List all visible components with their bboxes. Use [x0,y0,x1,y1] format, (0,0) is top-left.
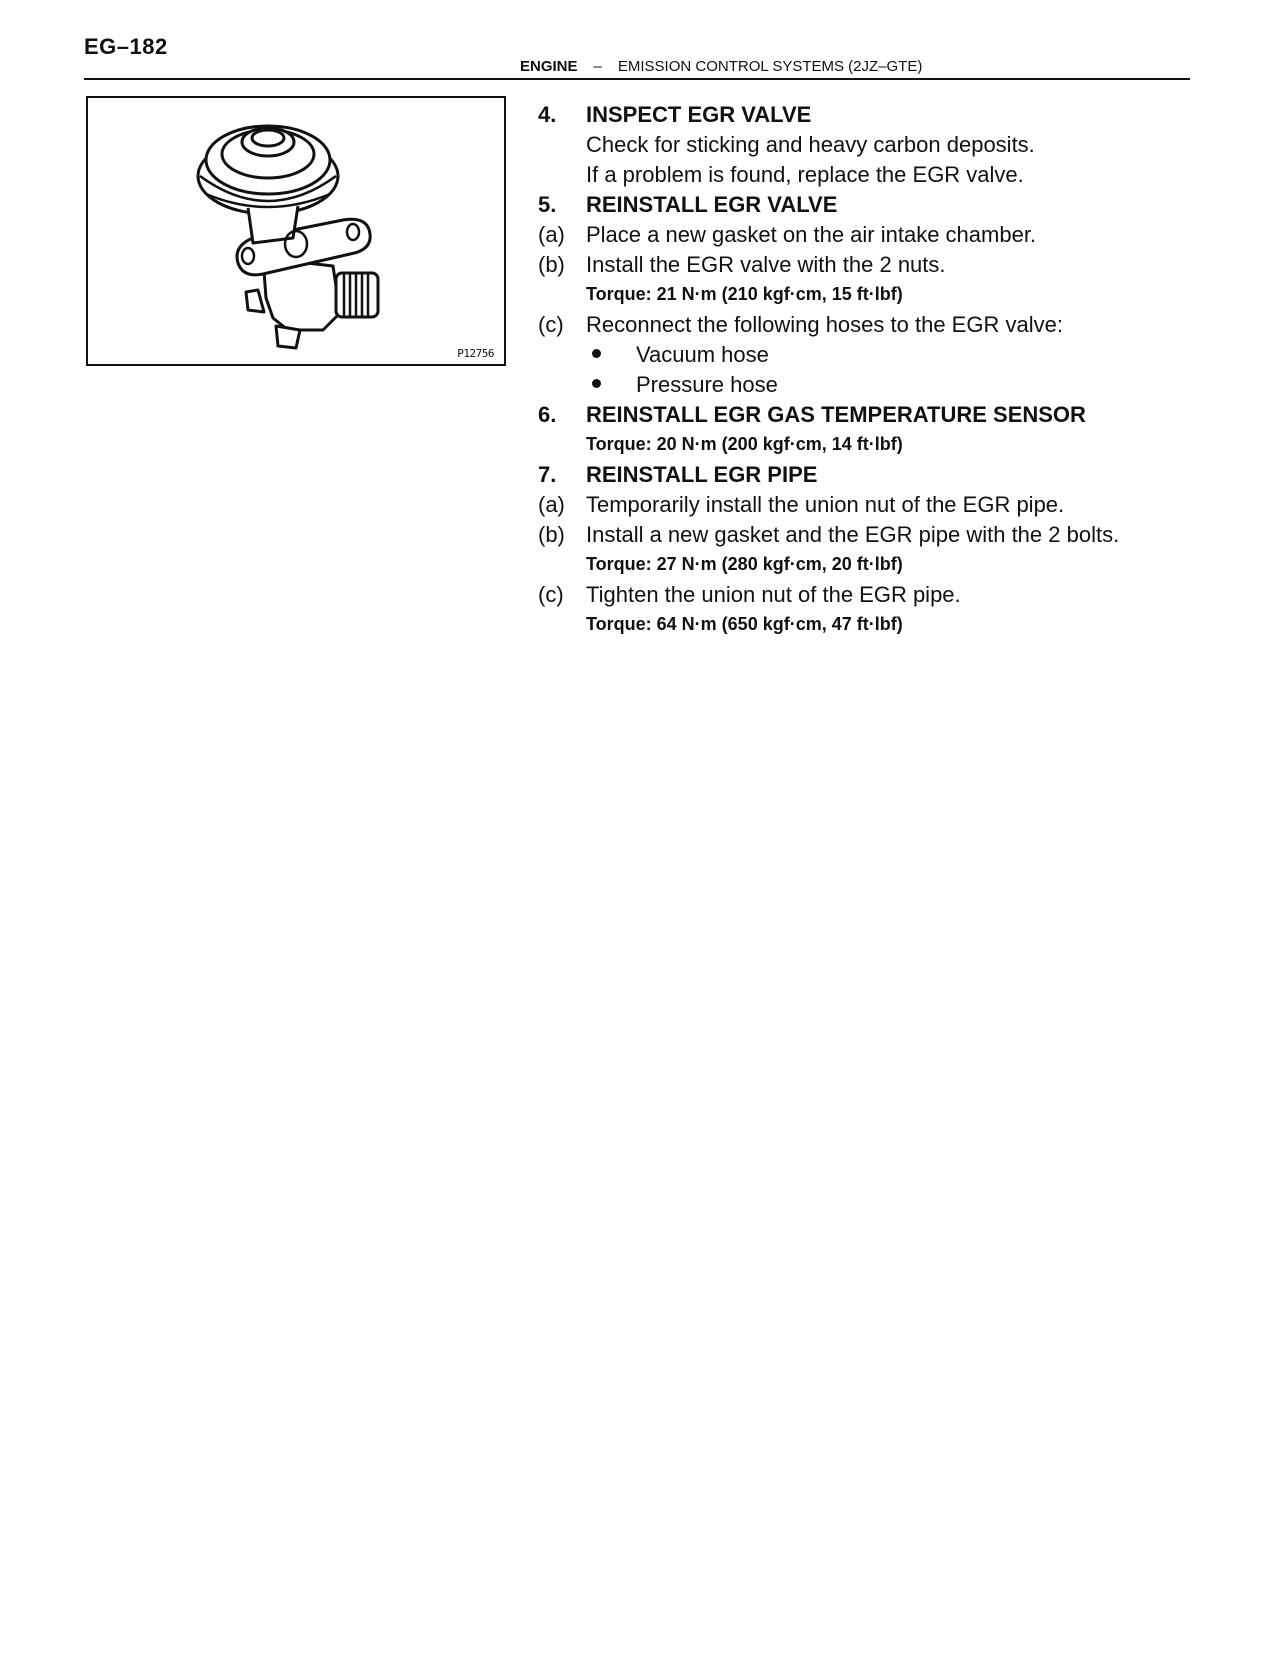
bullet-text: Vacuum hose [636,342,769,367]
substep [538,310,1198,340]
section-title: ENGINE [520,58,578,75]
torque-spec [538,610,1198,640]
step-number: 4. [538,102,557,127]
torque-spec [538,550,1198,580]
section-header [520,58,922,75]
substep-text: Place a new gasket on the air intake chamber. [586,222,1037,247]
procedure-content [538,100,1198,640]
torque-text: Torque: 21 N·m (210 kgf·cm, 15 ft·lbf) [586,284,903,304]
substep-text: Temporarily install the union nut of the EGR pipe. [586,492,1065,517]
step-text: Check for sticking and heavy carbon deposits. [586,132,1035,157]
bullet-icon [592,349,601,358]
substep-text: Install the EGR valve with the 2 nuts. [586,252,946,277]
bullet-item [538,370,1198,400]
torque-spec [538,280,1198,310]
step-4-heading [538,100,1198,130]
substep [538,490,1198,520]
substep-label: (a) [538,492,565,517]
step-7-heading [538,460,1198,490]
bullet-icon [592,379,601,388]
substep-label: (c) [538,582,564,607]
figure-code: P12756 [457,347,494,360]
substep [538,580,1198,610]
step-number: 5. [538,192,557,217]
substep [538,250,1198,280]
substep-label: (a) [538,222,565,247]
step-5-heading [538,190,1198,220]
substep-text: Tighten the union nut of the EGR pipe. [586,582,961,607]
step-number: 7. [538,462,557,487]
step-title: REINSTALL EGR PIPE [586,462,818,487]
torque-spec [538,430,1198,460]
substep-text: Install a new gasket and the EGR pipe with the 2 bolts. [586,522,1120,547]
step-4-line [538,130,1198,160]
step-text: If a problem is found, replace the EGR valve. [586,162,1024,187]
step-number: 6. [538,402,557,427]
egr-valve-illustration [88,98,504,364]
step-title: INSPECT EGR VALVE [586,102,812,127]
bullet-text: Pressure hose [636,372,778,397]
subsection-title: EMISSION CONTROL SYSTEMS (2JZ–GTE) [617,58,923,75]
substep-text: Reconnect the following hoses to the EGR valve: [586,312,1063,337]
substep-label: (b) [538,522,565,547]
torque-text: Torque: 64 N·m (650 kgf·cm, 47 ft·lbf) [586,614,903,634]
substep-label: (b) [538,252,565,277]
substep [538,220,1198,250]
step-title: REINSTALL EGR VALVE [586,192,838,217]
step-4-line [538,160,1198,190]
egr-valve-figure [86,96,506,366]
step-title: REINSTALL EGR GAS TEMPERATURE SENSOR [586,402,1086,427]
page-number: EG–182 [84,34,168,59]
torque-text: Torque: 20 N·m (200 kgf·cm, 14 ft·lbf) [586,434,903,454]
torque-text: Torque: 27 N·m (280 kgf·cm, 20 ft·lbf) [586,554,903,574]
header-rule [84,78,1190,80]
substep [538,520,1198,550]
step-6-heading [538,400,1198,430]
header-separator: – [593,58,602,75]
substep-label: (c) [538,312,564,337]
bullet-item [538,340,1198,370]
